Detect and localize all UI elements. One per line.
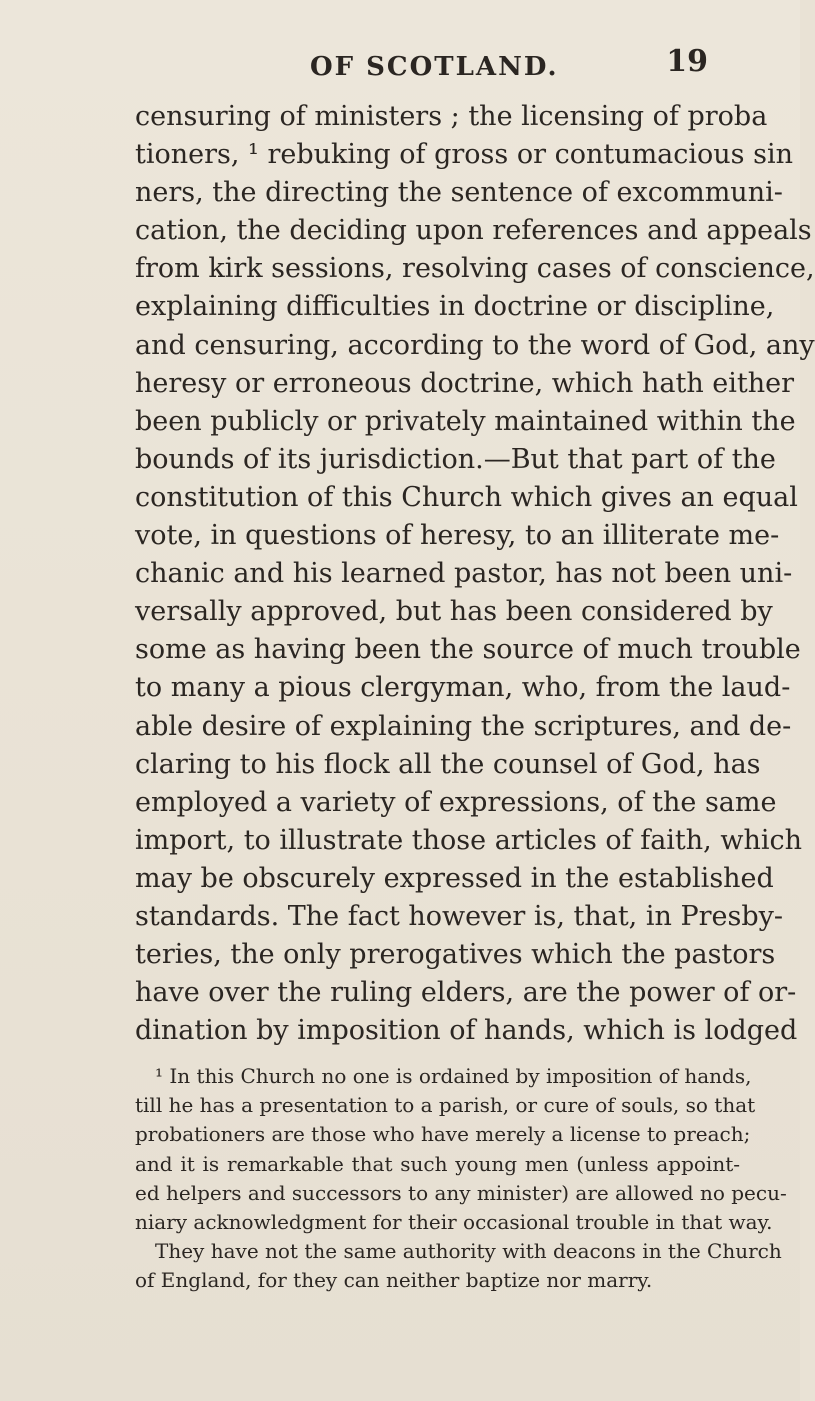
body-line: import, to illustrate those articles of faith, which (135, 824, 802, 856)
running-head (160, 44, 720, 94)
running-title: OF SCOTLAND. (310, 52, 559, 82)
footnotes (135, 1062, 787, 1296)
body-line: heresy or erroneous doctrine, which hath either (135, 367, 795, 399)
body-line: censuring of ministers ; the licensing of proba (135, 101, 768, 132)
body-line: able desire of explaining the scriptures, and de- (135, 710, 792, 742)
body-line: may be obscurely expressed in the established (135, 862, 774, 894)
body-line: claring to his flock all the counsel of God, has (135, 748, 761, 780)
footnote-line: and it is remarkable that such young men (unless appoint- (135, 1151, 740, 1176)
body-line: been publicly or privately maintained within the (135, 405, 796, 437)
body-line: employed a variety of expressions, of the same (135, 786, 777, 818)
body-line: chanic and his learned pastor, has not been uni- (135, 558, 793, 590)
body-line: to many a pious clergyman, who, from the laud- (135, 672, 791, 704)
footnote-line: of England, for they can neither baptize nor marry. (135, 1268, 653, 1293)
body-line: have over the ruling elders, are the power of or- (135, 977, 797, 1009)
body-line: teries, the only prerogatives which the pastors (135, 939, 776, 971)
body-line: explaining difficulties in doctrine or discipline, (135, 291, 775, 323)
footnote-line: ¹ In this Church no one is ordained by imposition of hands, (155, 1064, 752, 1088)
footnote-line: till he has a presentation to a parish, or cure of souls, so that (135, 1093, 756, 1118)
body-line: from kirk sessions, resolving cases of conscience, (135, 253, 815, 285)
body-line: and censuring, according to the word of God, any (135, 329, 815, 361)
body-line: ners, the directing the sentence of excommuni- (135, 177, 783, 209)
body-line: some as having been the source of much trouble (135, 634, 801, 666)
body-text (135, 98, 815, 1050)
body-line: bounds of its jurisdiction.—But that part of the (135, 443, 776, 475)
footnote-line: probationers are those who have merely a license to preach; (135, 1122, 751, 1147)
body-line: constitution of this Church which gives an equal (135, 481, 798, 513)
page-number: 19 (666, 44, 708, 79)
body-line: standards. The fact however is, that, in Presby- (135, 900, 784, 932)
body-line: dination by imposition of hands, which is lodged (135, 1015, 798, 1047)
body-line: cation, the deciding upon references and appeals (135, 215, 812, 247)
footnote-line: niary acknowledgment for their occasional trouble in that way. (135, 1209, 773, 1234)
body-line: tioners, ¹ rebuking of gross or contumacious sin (135, 139, 793, 171)
body-line: versally approved, but has been considered by (135, 596, 773, 628)
body-line: vote, in questions of heresy, to an illiterate me- (135, 520, 780, 552)
footnote-line: They have not the same authority with deacons in the Church (155, 1239, 782, 1264)
footnote-line: ed helpers and successors to any minister) are allowed no pecu- (135, 1180, 787, 1205)
